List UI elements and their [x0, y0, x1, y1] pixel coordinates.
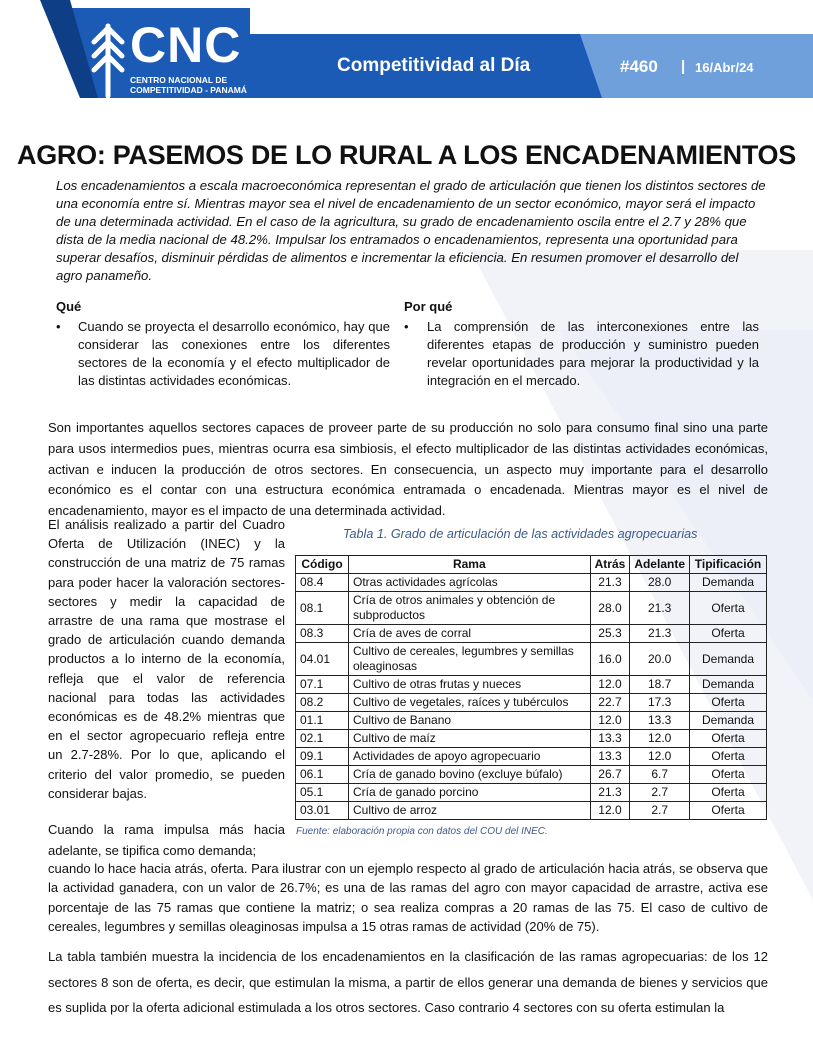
col-header-tipificacion: Tipificación	[690, 556, 767, 574]
cell-codigo: 02.1	[296, 730, 349, 748]
issue-number: #460	[620, 57, 658, 76]
cell-adelante: 17.3	[630, 694, 690, 712]
cell-tipificacion: Demanda	[690, 643, 767, 676]
cell-rama: Cría de aves de corral	[349, 625, 591, 643]
paragraph-2: El análisis realizado a partir del Cuadro Oferta de Utilización (INEC) y la construcción de una matriz de 75 ramas para poder hacer la valoración sectores-sectores y medir la capacidad de arrastre de una rama que mostrase el grado de articulación cuando demanda productos a lo interno de la economía, refleja que el valor de referencia nacional para todas las actividades económicas es de 48.2% mientras que en el sector agropecuario refleja entre un 2.7-28%. Por lo que, aplicando el criterio del valor promedio, se pueden considerar bajas.	[48, 517, 285, 801]
table-caption: Tabla 1. Grado de articulación de las actividades agropecuarias	[343, 527, 698, 541]
paragraph-1: Son importantes aquellos sectores capaces de proveer parte de su producción no solo para consumo final sino una parte para usos intermedios pues, mientras ocurra esa simbiosis, el efecto multiplicador de las distintas actividades económicas, activan e inducen la producción de otros sectores. En consecuencia, un aspecto muy importante para el desarrollo económico es el contar con una estructura económica entramada o encadenada. Mientras mayor es el nivel de encadenamiento, mayor es el impacto de una determinada actividad.	[48, 420, 768, 519]
cell-rama: Cultivo de maíz	[349, 730, 591, 748]
cell-atras: 13.3	[590, 730, 630, 748]
table-row	[296, 766, 767, 784]
cell-atras: 12.0	[590, 802, 630, 820]
table-row	[296, 730, 767, 748]
page-title: AGRO: PASEMOS DE LO RURAL A LOS ENCADENAMIENTOS	[17, 140, 796, 170]
table-row	[296, 712, 767, 730]
cell-atras: 12.0	[590, 712, 630, 730]
col-header-rama: Rama	[349, 556, 591, 574]
cell-atras: 21.3	[590, 574, 630, 592]
cell-tipificacion: Oferta	[690, 766, 767, 784]
cell-rama: Cultivo de arroz	[349, 802, 591, 820]
cell-tipificacion: Oferta	[690, 592, 767, 625]
cell-codigo: 08.3	[296, 625, 349, 643]
paragraph-3b: cuando lo hace hacia atrás, oferta. Para ilustrar con un ejemplo respecto al grado de articulación hacia atrás, se observa que la actividad ganadera, con un valor de 26.7%; es una de las ramas del agro con mayor capacidad de arrastre, activa ese porcentaje de las 75 ramas que contiene la matriz; o sea realiza compras a 20 ramas de las 75. El caso de cultivo de cereales, legumbres y semillas oleaginosas impulsa a 15 otras ramas de actividad (20% de 75).	[48, 861, 768, 935]
cell-adelante: 21.3	[630, 592, 690, 625]
cell-tipificacion: Oferta	[690, 784, 767, 802]
cell-codigo: 07.1	[296, 676, 349, 694]
col-header-adelante: Adelante	[630, 556, 690, 574]
cell-rama: Actividades de apoyo agropecuario	[349, 748, 591, 766]
cell-atras: 13.3	[590, 748, 630, 766]
porque-bullet-text: La comprensión de las interconexiones entre las diferentes etapas de producción y suministro pueden revelar oportunidades para mejorar la productividad y la integración en el mercado.	[427, 319, 759, 388]
table-row	[296, 802, 767, 820]
cell-tipificacion: Oferta	[690, 625, 767, 643]
table-header-row	[296, 556, 767, 574]
table-row	[296, 592, 767, 625]
que-bullet-text: Cuando se proyecta el desarrollo económico, hay que considerar las conexiones entre los diferentes sectores de la economía y el efecto multiplicador de las distintas actividades económicas.	[78, 319, 390, 388]
cell-atras: 12.0	[590, 676, 630, 694]
cell-codigo: 03.01	[296, 802, 349, 820]
header-separator: |	[681, 58, 686, 75]
cell-rama: Cultivo de vegetales, raíces y tubérculos	[349, 694, 591, 712]
cell-rama: Cría de ganado porcino	[349, 784, 591, 802]
tree-logo-icon	[88, 20, 128, 100]
cell-adelante: 28.0	[630, 574, 690, 592]
cell-atras: 21.3	[590, 784, 630, 802]
cell-codigo: 04.01	[296, 643, 349, 676]
cell-adelante: 6.7	[630, 766, 690, 784]
cell-rama: Cultivo de cereales, legumbres y semillas oleaginosas	[349, 643, 591, 676]
cell-atras: 25.3	[590, 625, 630, 643]
cell-tipificacion: Demanda	[690, 574, 767, 592]
cell-rama: Cultivo de Banano	[349, 712, 591, 730]
porque-bullet	[404, 318, 759, 390]
bullet-icon: •	[56, 319, 61, 334]
table-row	[296, 676, 767, 694]
cell-tipificacion: Oferta	[690, 748, 767, 766]
cell-codigo: 08.2	[296, 694, 349, 712]
intro-paragraph: Los encadenamientos a escala macroeconómica representan el grado de articulación que tienen los distintos sectores de una economía entre sí. Mientras mayor sea el nivel de encadenamiento de un sector económico, mayor será el impacto de una determinada actividad. En el caso de la agricultura, su grado de encadenamiento oscila entre el 2.7 y 28% que dista de la media nacional de 48.2%. Impulsar los entramados o encadenamientos, representa una oportunidad para superar desafíos, disminuir pérdidas de alimentos e incrementar la eficiencia. En resumen promover el desarrollo del agro panameño.	[56, 178, 766, 283]
cell-adelante: 2.7	[630, 802, 690, 820]
cell-rama: Otras actividades agrícolas	[349, 574, 591, 592]
que-bullet	[56, 318, 390, 390]
col-header-codigo: Código	[296, 556, 349, 574]
cell-rama: Cultivo de otras frutas y nueces	[349, 676, 591, 694]
cell-codigo: 06.1	[296, 766, 349, 784]
table-row	[296, 694, 767, 712]
cell-tipificacion: Oferta	[690, 694, 767, 712]
cell-adelante: 21.3	[630, 625, 690, 643]
cell-adelante: 12.0	[630, 730, 690, 748]
cell-codigo: 01.1	[296, 712, 349, 730]
cell-rama: Cría de otros animales y obtención de subproductos	[349, 592, 591, 625]
paragraph-4: La tabla también muestra la incidencia de los encadenamientos en la clasificación de las ramas agropecuarias: de los 12 sectores 8 son de oferta, es decir, que estimulan la misma, a partir de ellos generar una demanda de bienes y servicios que es suplida por la oferta adicional estimulada a los otros sectores. Caso contrario 4 sectores con su oferta estimulan la	[48, 949, 768, 1015]
table-row	[296, 574, 767, 592]
cell-atras: 22.7	[590, 694, 630, 712]
cell-tipificacion: Demanda	[690, 712, 767, 730]
table-row	[296, 784, 767, 802]
cell-atras: 28.0	[590, 592, 630, 625]
porque-heading: Por qué	[404, 299, 453, 314]
cell-adelante: 12.0	[630, 748, 690, 766]
cell-codigo: 08.1	[296, 592, 349, 625]
cell-codigo: 09.1	[296, 748, 349, 766]
cell-tipificacion: Oferta	[690, 802, 767, 820]
articulation-table	[295, 555, 767, 820]
cell-codigo: 05.1	[296, 784, 349, 802]
bullet-icon: •	[404, 319, 409, 334]
cell-rama: Cría de ganado bovino (excluye búfalo)	[349, 766, 591, 784]
cell-adelante: 13.3	[630, 712, 690, 730]
table-row	[296, 625, 767, 643]
cell-adelante: 2.7	[630, 784, 690, 802]
logo-subtitle-line-2: COMPETITIVIDAD - PANAMÁ	[130, 85, 247, 95]
cell-atras: 26.7	[590, 766, 630, 784]
que-heading: Qué	[56, 299, 82, 314]
paragraph-3a: Cuando la rama impulsa más hacia adelante, se tipifica como demanda;	[48, 822, 285, 858]
table-source: Fuente: elaboración propia con datos del COU del INEC.	[296, 826, 548, 837]
cell-adelante: 20.0	[630, 643, 690, 676]
logo-subtitle-line-1: CENTRO NACIONAL DE	[130, 75, 228, 85]
col-header-atras: Atrás	[590, 556, 630, 574]
table-row	[296, 748, 767, 766]
logo-text: CNC	[130, 17, 242, 73]
logo-subtitle	[130, 75, 260, 95]
section-title: Competitividad al Día	[337, 55, 531, 76]
issue-date: 16/Abr/24	[695, 60, 754, 75]
cell-codigo: 08.4	[296, 574, 349, 592]
cell-atras: 16.0	[590, 643, 630, 676]
table-row	[296, 643, 767, 676]
cell-adelante: 18.7	[630, 676, 690, 694]
cell-tipificacion: Oferta	[690, 730, 767, 748]
cell-tipificacion: Demanda	[690, 676, 767, 694]
